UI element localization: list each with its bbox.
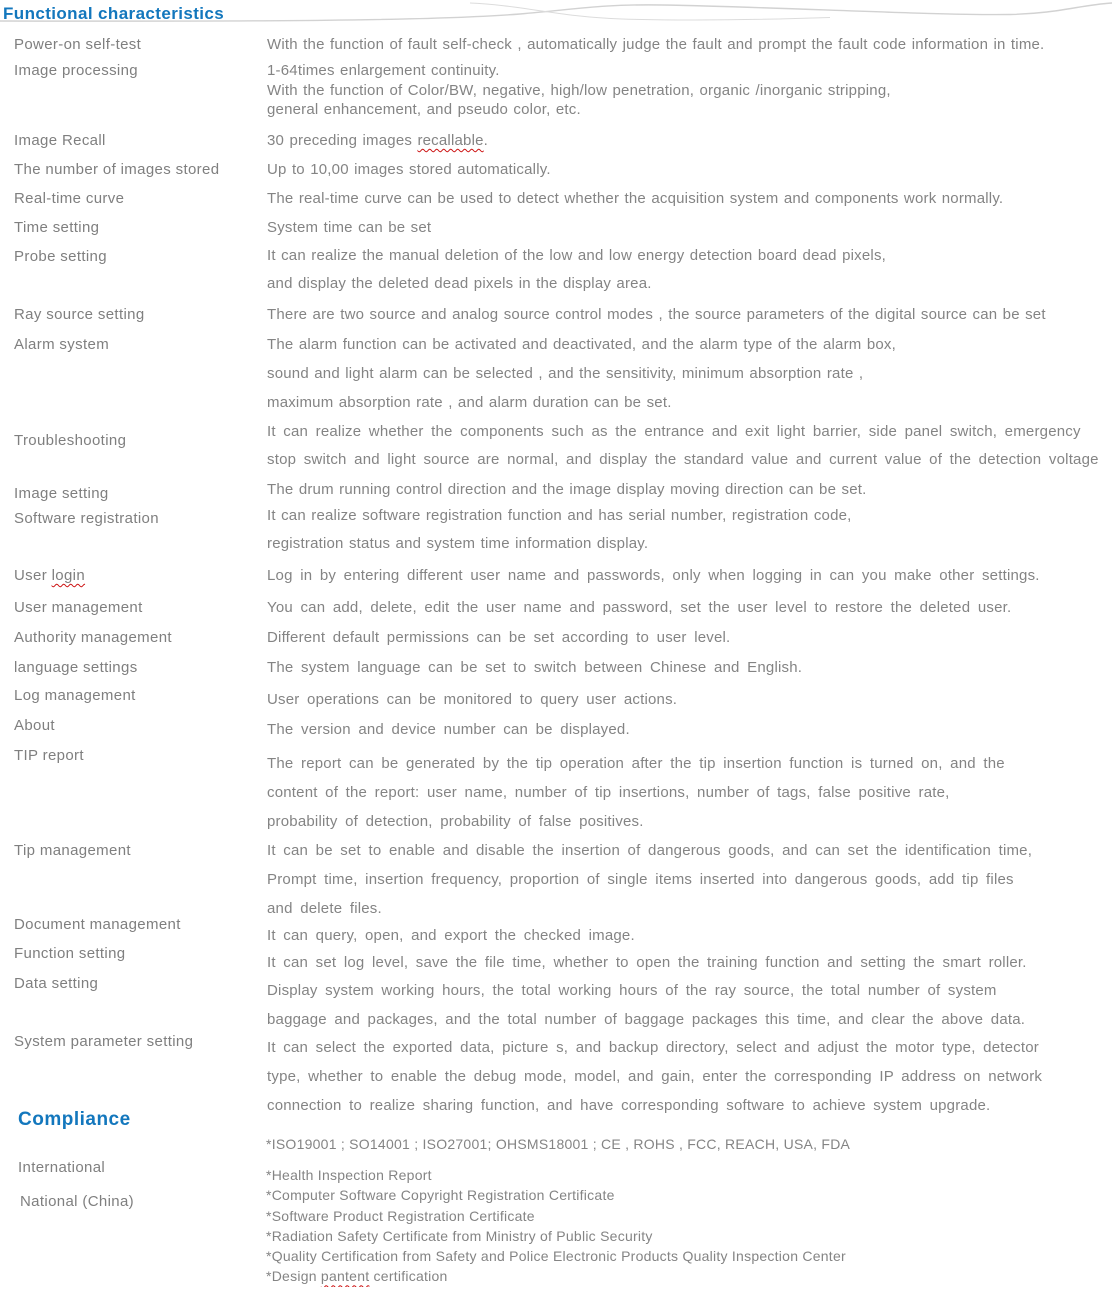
spec-line: With the function of fault self-check , automatically judge the fault and prompt the fault code information in time. [267, 36, 1045, 53]
spec-description [267, 30, 1111, 59]
spec-line: You can add, delete, edit the user name and password, set the user level to restore the deleted user. [267, 599, 1012, 616]
spec-label: Tip management [14, 842, 131, 859]
compliance-international-list [266, 1134, 1111, 1154]
spec-line: With the function of Color/BW, negative, high/low penetration, organic /inorganic stripping, [267, 81, 891, 99]
spec-line: sound and light alarm can be selected , and the sensitivity, minimum absorption rate , [267, 365, 864, 382]
section-title-functional: Functional characteristics [3, 4, 225, 23]
misspelled-word: login [51, 567, 86, 584]
spec-description [267, 749, 1111, 836]
spec-line: Log in by entering different user name and passwords, only when logging in can you make other settings. [267, 567, 1040, 584]
compliance-text: certification [369, 1268, 448, 1285]
spec-description [267, 213, 1111, 242]
spec-label: System parameter setting [14, 1033, 194, 1050]
spec-line: The alarm function can be activated and deactivated, and the alarm type of the alarm box, [267, 336, 896, 353]
spec-description [267, 502, 1111, 558]
spec-line: Prompt time, insertion frequency, proportion of single items inserted into dangerous goods, add tip files [267, 871, 1014, 888]
spec-description [267, 561, 1111, 590]
spec-line: There are two source and analog source control modes , the source parameters of the digital source can be set [267, 306, 1046, 323]
compliance-line [266, 1266, 1111, 1286]
spec-description [267, 976, 1111, 1034]
spec-label-text: User [14, 567, 52, 584]
spec-description [267, 653, 1111, 682]
compliance-line: *Health Inspection Report [266, 1167, 432, 1183]
spec-description [267, 836, 1111, 923]
spec-line: It can realize the manual deletion of the low and low energy detection board dead pixels, [267, 247, 887, 264]
spec-label: User management [14, 599, 143, 616]
spec-line: maximum absorption rate , and alarm duration can be set. [267, 394, 672, 411]
compliance-line: *ISO19001 ; SO14001 ; ISO27001; OHSMS18001 ; CE , ROHS , FCC, REACH, USA, FDA [266, 1136, 851, 1152]
spec-line: and display the deleted dead pixels in the display area. [267, 275, 652, 292]
spec-label: Troubleshooting [14, 432, 127, 449]
spec-label: Document management [14, 916, 181, 933]
spec-line: It can set log level, save the file time, whether to open the training function and setting the smart roller. [267, 954, 1027, 971]
spec-line: User operations can be monitored to query user actions. [267, 691, 678, 708]
spec-description [267, 948, 1111, 977]
spec-label: Function setting [14, 945, 126, 962]
spec-description [267, 418, 1111, 474]
spec-line: It can query, open, and export the checked image. [267, 927, 635, 944]
spec-label: Log management [14, 687, 136, 704]
misspelled-word: pantent [320, 1268, 370, 1285]
spec-line: It can realize whether the components such as the entrance and exit light barrier, side panel switch, emergency [267, 423, 1081, 440]
spec-line: probability of detection, probability of false positives. [267, 813, 644, 830]
spec-line: The system language can be set to switch between Chinese and English. [267, 659, 803, 676]
section-title-compliance: Compliance [18, 1109, 131, 1130]
spec-line: connection to realize sharing function, and have corresponding software to achieve system upgrade. [267, 1097, 991, 1114]
spec-description [267, 685, 1111, 714]
spec-line: It can be set to enable and disable the insertion of dangerous goods, and can set the identification time, [267, 842, 1033, 859]
spec-line: The report can be generated by the tip operation after the tip insertion function is turned on, and the [267, 755, 1005, 772]
spec-label: Real-time curve [14, 190, 125, 207]
spec-label: Authority management [14, 629, 172, 646]
spec-label: About [14, 717, 55, 734]
compliance-line: *Computer Software Copyright Registration Certificate [266, 1187, 615, 1204]
spec-label: Alarm system [14, 336, 110, 353]
spec-line: general enhancement, and pseudo color, etc. [267, 101, 581, 118]
spec-line: The drum running control direction and the image display moving direction can be set. [267, 481, 867, 498]
spec-line: type, whether to enable the debug mode, model, and gain, enter the corresponding IP address on network [267, 1068, 1043, 1085]
spec-description [267, 300, 1111, 329]
spec-label: language settings [14, 659, 138, 676]
spec-description [267, 242, 1111, 298]
spec-label: Power-on self-test [14, 36, 142, 53]
spec-text: . [483, 132, 489, 149]
spec-label: TIP report [14, 747, 84, 764]
spec-line: Up to 10,00 images stored automatically. [267, 161, 551, 178]
spec-label: The number of images stored [14, 161, 220, 178]
misspelled-word: recallable [417, 132, 484, 149]
spec-label: Time setting [14, 219, 100, 236]
spec-description [267, 921, 1111, 950]
compliance-line: *Quality Certification from Safety and Police Electronic Products Quality Inspection Center [266, 1248, 846, 1265]
spec-label: Image setting [14, 485, 109, 502]
compliance-text: *Design [266, 1268, 321, 1285]
spec-label: Image processing [14, 62, 138, 79]
spec-description [267, 61, 1111, 120]
spec-description [267, 155, 1111, 184]
spec-line: content of the report: user name, number of tip insertions, number of tags, false positive rate, [267, 784, 950, 801]
spec-label: Ray source setting [14, 306, 145, 323]
spec-label: Data setting [14, 975, 99, 992]
spec-description [267, 623, 1111, 652]
spec-line: Display system working hours, the total working hours of the ray source, the total number of system [267, 982, 997, 999]
spec-line: baggage and packages, and the total number of baggage packages this time, and clear the above data. [267, 1011, 1026, 1028]
spec-label: Probe setting [14, 248, 107, 265]
spec-line: The version and device number can be displayed. [267, 721, 630, 738]
spec-line: It can realize software registration function and has serial number, registration code, [267, 507, 852, 524]
spec-line: It can select the exported data, picture s, and backup directory, select and adjust the motor type, detector [267, 1039, 1039, 1056]
compliance-label-national: National (China) [20, 1193, 134, 1210]
spec-line [267, 126, 1111, 155]
compliance-line: *Radiation Safety Certificate from Ministry of Public Security [266, 1227, 653, 1244]
spec-line: The real-time curve can be used to detect whether the acquisition system and components work normally. [267, 190, 1004, 207]
spec-description [267, 715, 1111, 744]
spec-line: Different default permissions can be set according to user level. [267, 629, 731, 646]
compliance-label-international: International [18, 1159, 106, 1176]
spec-description [267, 475, 1111, 504]
spec-line: stop switch and light source are normal, and display the standard value and current value of the detection voltage [267, 451, 1099, 468]
spec-line: System time can be set [267, 219, 432, 236]
compliance-national-list [266, 1165, 1111, 1287]
spec-label: Software registration [14, 510, 159, 527]
spec-description [267, 126, 1111, 155]
spec-description [267, 593, 1111, 622]
spec-description [267, 184, 1111, 213]
compliance-line: *Software Product Registration Certificate [266, 1207, 535, 1224]
spec-line: and delete files. [267, 900, 382, 917]
spec-label [14, 561, 259, 590]
spec-line: 1-64times enlargement continuity. [267, 62, 500, 79]
spec-description [267, 330, 1111, 417]
spec-text: 30 preceding images [267, 132, 418, 149]
spec-description [267, 1033, 1111, 1120]
spec-label: Image Recall [14, 132, 106, 149]
spec-line: registration status and system time information display. [267, 535, 649, 552]
